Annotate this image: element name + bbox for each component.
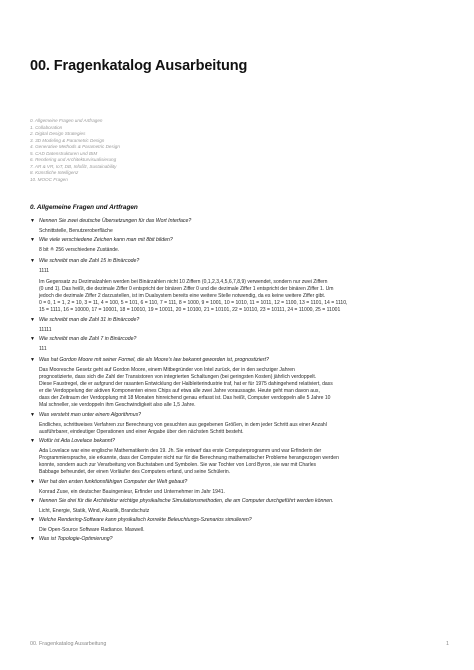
answer-line: Endliches, schrittweises Verfahren zur Berechnung von gesuchten aus gegebenen Größen, in dem jeder Schritt aus einer Anzahl: [39, 421, 327, 428]
question-item: [30, 218, 444, 235]
answer-text: [39, 448, 444, 476]
answer-line: prognostizierte, dass sich die Zahl der Transistoren von integrierten Schaltungen (bei geringsten Kosten) jährlich verdoppelt.: [39, 374, 317, 381]
question-item: [30, 517, 444, 534]
toggle-triangle-icon[interactable]: ▼: [30, 478, 35, 485]
question-item: [30, 237, 444, 254]
answer-line: konnte, sondern auch zur Verarbeitung von Buchstaben und Symbolen. Sie war Tochter von Lord Byron, sie war mit Charles: [39, 461, 317, 468]
question-text: Nennen Sie zwei deutsche Übersetzungen für das Wort Interface?: [39, 218, 192, 224]
toggle-triangle-icon[interactable]: ▼: [30, 516, 35, 523]
toc-link[interactable]: 6. Rendering und Architekturvisualisierung: [30, 157, 117, 163]
toggle-triangle-icon[interactable]: ▼: [30, 356, 35, 363]
question-item: [30, 258, 444, 314]
question-item: [30, 412, 444, 436]
question-item: [30, 498, 444, 515]
answer-line: Im Gegensatz zu Dezimalzahlen werden bei Binärzahlen nicht 10 Ziffern (0,1,2,3,4,5,6,7,8,9) verwendet, sondern nur zwei Ziffern: [39, 278, 328, 285]
answer-line: Das Mooresche Gesetz geht auf Gordon Moore, einem Mitbegründer von Intel zurück, der in den sechziger Jahren: [39, 366, 295, 373]
answer-text: [39, 527, 444, 534]
answer-explanation: [39, 279, 444, 314]
toggle-triangle-icon[interactable]: ▼: [30, 437, 35, 444]
question-text: Was hat Gordon Moore mit seiner Formel, die als Moore's law bekannt geworden ist, prognostiziert?: [39, 356, 269, 363]
answer-text: [39, 346, 444, 353]
answer-text: [39, 228, 444, 235]
toc-link[interactable]: 7. AR & VR, IoT, DB, Infofilz, Sustainability: [30, 163, 117, 169]
question-item: [30, 357, 444, 409]
toc-link[interactable]: 3. 3D Modeling & Parametric Design: [30, 137, 105, 143]
section-heading: 0. Allgemeine Fragen und Artfragen: [30, 204, 138, 211]
answer-line: Licht, Energie, Statik, Wind, Akustik, Brandschutz: [39, 507, 150, 514]
question-item: [30, 317, 444, 334]
answer-line: 0 = 0, 1 = 1, 2 = 10, 3 = 11, 4 = 100, 5 = 101, 6 = 110, 7 = 111, 8 = 1000, 9 = 1001, 10 = 1010, 11 = 1011, 12 = 1100, 13 = 1101, 14 = 1110,: [39, 299, 348, 306]
question-text: Wer hat den ersten funktionsfähigen Computer der Welt gebaut?: [39, 478, 188, 485]
page-number: 1: [446, 641, 449, 647]
answer-text: [39, 422, 444, 436]
answer-text: [39, 327, 444, 334]
answer-line: Ada Lovelace war eine englische Mathematikerin des 19. Jh. Sie entwarf das erste Computerprogramm und war Erfinderin der: [39, 447, 322, 454]
question-text: Welche Rendering-Software kann physikalisch korrekte Beleuchtungs-Szenarios simulieren?: [39, 516, 252, 523]
toggle-triangle-icon[interactable]: ▼: [30, 336, 35, 343]
answer-line: dass der Zeitraum der Verdopplung mit 18 Monaten hinreichend genau erfasst ist. Das heißt, Computer verdoppeln alle 5 Jahre 10: [39, 395, 331, 402]
toggle-question[interactable]: [30, 357, 444, 364]
answer-line: (0 und 1). Das heißt, die dezimale Ziffer 0 entspricht der binären Ziffer 0 und die dezimale Ziffer 1 entspricht der binären Ziffer 1. Um: [39, 285, 334, 292]
toggle-triangle-icon[interactable]: ▼: [30, 317, 35, 324]
answer-line: 11111: [39, 327, 52, 334]
question-text: Wie schreibt man die Zahl 31 in Binärcode?: [39, 317, 140, 324]
toggle-triangle-icon[interactable]: ▼: [30, 411, 35, 418]
answer-text: [39, 367, 444, 409]
toggle-triangle-icon[interactable]: ▼: [30, 497, 35, 504]
toc-link[interactable]: 10. MOOC Fragen: [30, 176, 68, 182]
answer-text: [39, 247, 444, 254]
answer-line: 15 = 1111, 16 = 10000, 17 = 10001, 18 = 10010, 19 = 10011, 20 = 10100, 21 = 10101, 22 = 10110, 23 = 10111, 24 = 11000, 25 = 11001: [39, 306, 341, 313]
answer-line: 111: [39, 346, 47, 353]
answer-text: [39, 508, 444, 515]
toggle-question[interactable]: [30, 336, 444, 343]
question-text: Nennen Sie drei für die Architektur wichtige physikalische Simulationsmethoden, die am Computer durchgeführt werden können.: [39, 497, 334, 504]
question-text: Wie schreibt man die Zahl 15 in Binärcode?: [39, 257, 140, 264]
footer-title: 00. Fragenkatalog Ausarbeitung: [30, 641, 107, 647]
question-list: [30, 216, 444, 543]
toggle-question[interactable]: [30, 498, 444, 505]
toggle-question[interactable]: [30, 218, 444, 225]
toggle-question[interactable]: [30, 258, 444, 265]
question-text: Wie schreibt man die Zahl 7 in Binärcode?: [39, 336, 137, 343]
table-of-contents: [30, 118, 330, 183]
toc-link[interactable]: 8. Künstliche Intelligenz: [30, 170, 79, 176]
toc-link[interactable]: 4. Generative Methods & Parametric Design: [30, 144, 120, 150]
toggle-question[interactable]: [30, 536, 444, 543]
toc-link[interactable]: 5. CAD Datenstrukturen und BIM: [30, 150, 98, 156]
answer-line: Babbage befreundet, der einen Vorläufer des Computers erfand, und seine Schülerin.: [39, 468, 231, 475]
answer-line: Programmiersprache, sie erkannte, dass der Computer nicht nur für die Berechnung mathematischer Probleme herangezogen werden: [39, 454, 339, 461]
answer-text: [39, 489, 444, 496]
answer-line: 8 bit ≙ 256 verschiedene Zustände.: [39, 247, 120, 254]
page-title: 00. Fragenkatalog Ausarbeitung: [30, 58, 248, 74]
answer-line: er die Verdoppelung der aktiven Komponenten eines Chips auf etwa alle zwei Jahre voraussagte. Heute geht man davon aus,: [39, 388, 320, 395]
toggle-question[interactable]: [30, 412, 444, 419]
toggle-question[interactable]: [30, 317, 444, 324]
toggle-triangle-icon[interactable]: ▼: [30, 535, 35, 542]
toggle-triangle-icon[interactable]: ▼: [30, 237, 35, 244]
question-item: [30, 336, 444, 353]
toggle-question[interactable]: [30, 479, 444, 486]
answer-line: Die Open-Source Software Radiance. Maxwell.: [39, 526, 145, 533]
toc-link[interactable]: 1. Collaboration: [30, 124, 63, 130]
toggle-triangle-icon[interactable]: ▼: [30, 257, 35, 264]
question-item: [30, 438, 444, 476]
answer-line: Schnittstelle, Benutzeroberfläche: [39, 228, 113, 234]
answer-line: ausführbarer, eindeutiger Operationen und einer Angabe über den nächsten Schritt besteht.: [39, 428, 244, 435]
toggle-question[interactable]: [30, 517, 444, 524]
toc-link[interactable]: 2. Digital Design Strategies: [30, 131, 86, 137]
question-text: Wie viele verschiedene Zeichen kann man mit 8bit bilden?: [39, 237, 173, 244]
toc-link[interactable]: 0. Allgemeine Fragen und Artfragen: [30, 118, 103, 123]
toggle-question[interactable]: [30, 237, 444, 244]
question-item: [30, 479, 444, 496]
answer-line: Konrad Zuse, ein deutscher Bauingenieur, Erfinder und Unternehmer im Jahr 1941.: [39, 488, 226, 495]
toggle-triangle-icon[interactable]: ▼: [30, 218, 35, 224]
question-item: [30, 536, 444, 543]
question-text: Was ist Topologie-Optimierung?: [39, 535, 113, 542]
answer-line: jedoch die dezimale Ziffer 2 darzustellen, ist im Dualsystem bereits eine weitere Stelle notwendig, da es keine weitere Ziffer gibt.: [39, 292, 326, 299]
answer-line: 1111: [39, 267, 50, 274]
answer-line: Diese Faustregel, die er aufgrund der rasanten Entwicklung der Halbleiterindustrie traf, hat er für 1975 dahingehend relativiert, dass: [39, 381, 333, 388]
toggle-question[interactable]: [30, 438, 444, 445]
question-text: Was versteht man unter einem Algorithmus?: [39, 411, 142, 418]
answer-line: Mal schneller, sie verdoppeln ihm Geschwindigkeit also alle 1,5 Jahre.: [39, 402, 196, 409]
question-text: Wofür ist Ada Lovelace bekannt?: [39, 437, 115, 444]
answer-text: [39, 268, 444, 275]
